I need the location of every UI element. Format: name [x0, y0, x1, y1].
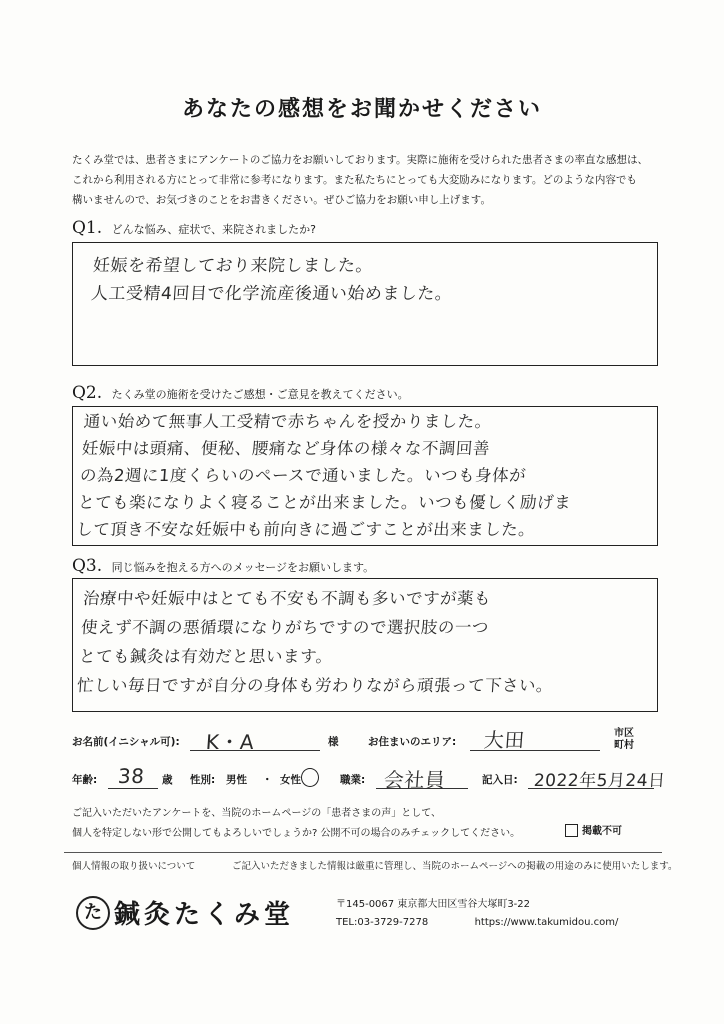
q2-number: Q2. [72, 383, 103, 403]
q3-question: 同じ悩みを抱える方へのメッセージをお願いします。 [111, 561, 375, 574]
gender-male-option[interactable]: 男性 [226, 774, 247, 786]
page-title: あなたの感想をお聞かせください [181, 96, 542, 122]
intro-text [72, 150, 662, 210]
consent-line: 個人を特定しない形で公開してもよろしいでしょうか? 公開不可の場合のみチェックしてください。 [72, 828, 521, 839]
q1-question: どんな悩み、症状で、来院されましたか? [111, 223, 316, 236]
date-label: 記入日: [482, 774, 518, 786]
area-label: お住まいのエリア: [368, 736, 457, 748]
intro-line: 構いませんので、お気づきのことをお書きください。ぜひご協力をお願い申し上げます。 [72, 194, 491, 206]
intro-line: たくみ堂では、患者さまにアンケートのご協力をお願いしております。実際に施術を受けられた患者さまの率直な感想は、 [72, 154, 649, 166]
q3-answer-line: 忙しい毎日ですが自分の身体も労わりながら頑張って下さい。 [76, 676, 554, 695]
area-suffix-city: 市区 [614, 728, 634, 739]
area-suffix [614, 728, 634, 752]
q3-answer-line: とても鍼灸は有効だと思います。 [78, 647, 334, 666]
q1-answer-line: 妊娠を希望しており来院しました。 [92, 256, 374, 276]
q1-number: Q1. [72, 218, 103, 238]
date-field[interactable]: 2022年5月24日 [533, 771, 667, 791]
q2-answer-line: して頂き不安な妊娠中も前向きに過ごすことが出来ました。 [75, 520, 536, 539]
name-label: お名前(イニシャル可): [72, 736, 180, 748]
gender-selected-circle [301, 768, 319, 787]
checkbox-label: 掲載不可 [582, 826, 622, 837]
age-label: 年齢: [72, 774, 98, 786]
q2-heading [72, 383, 409, 403]
gender-female-option[interactable]: 女性 [280, 774, 301, 786]
q1-heading [72, 218, 316, 238]
job-field[interactable]: 会社員 [383, 768, 447, 792]
q3-answer-line: 治療中や妊娠中はとても不安も不調も多いですが薬も [82, 589, 492, 608]
q3-answer [76, 584, 560, 700]
area-suffix-town: 町村 [614, 740, 634, 751]
q3-answer-line: 使えず不調の悪循環になりがちですので選択肢の一つ [80, 618, 490, 637]
gender-separator: ・ [262, 774, 273, 786]
intro-line: これから利用される方にとって非常に参考になります。また私たちにとっても大変励みになります。どのような内容でも [72, 174, 637, 186]
q2-answer-line: 妊娠中は頭痛、便秘、腰痛など身体の様々な不調回善 [81, 439, 491, 458]
clinic-address: 〒145-0067 東京都大田区雪谷大塚町3-22 [336, 899, 531, 910]
q2-answer-line: 通い始めて無事人工受精で赤ちゃんを授かりました。 [83, 412, 493, 431]
consent-text [72, 804, 520, 844]
age-underline [108, 788, 158, 789]
divider [64, 852, 662, 853]
age-field[interactable]: 38 [117, 764, 146, 788]
q3-heading [72, 556, 374, 576]
privacy-label: 個人情報の取り扱いについて [72, 861, 196, 872]
privacy-text: ご記入いただきました情報は厳重に管理し、当院のホームページへの掲載の用途のみに使用いたします。 [232, 861, 678, 872]
job-label: 職業: [340, 774, 366, 786]
q2-question: たくみ堂の施術を受けたご感想・ご意見を教えてください。 [111, 388, 409, 401]
clinic-logo-icon [76, 896, 110, 930]
clinic-tel: TEL:03-3729-7278 [336, 917, 429, 928]
clinic-name: 鍼灸たくみ堂 [114, 900, 295, 930]
sama-label: 様 [328, 736, 339, 748]
clinic-contact [336, 896, 618, 932]
publish-refusal-checkbox[interactable] [565, 824, 578, 837]
q2-answer [75, 408, 577, 543]
q2-answer-line: の為2週に1度くらいのペースで通いました。いつも身体が [79, 466, 527, 485]
consent-line: ご記入いただいたアンケートを、当院のホームページの「患者さまの声」として、 [72, 808, 441, 819]
clinic-url[interactable]: https://www.takumidou.com/ [474, 917, 619, 928]
q1-answer-line: 人工受精4回目で化学流産後通い始めました。 [90, 284, 454, 304]
q2-answer-line: とても楽になりよく寝ることが出来ました。いつも優しく励げま [77, 493, 572, 512]
logo-mark: た [84, 902, 102, 923]
name-field[interactable]: K・A [205, 730, 256, 754]
q1-answer [90, 252, 455, 308]
gender-label: 性別: [190, 774, 216, 786]
area-field[interactable]: 大田 [483, 728, 526, 752]
age-unit: 歳 [162, 774, 173, 786]
q3-number: Q3. [72, 556, 103, 576]
